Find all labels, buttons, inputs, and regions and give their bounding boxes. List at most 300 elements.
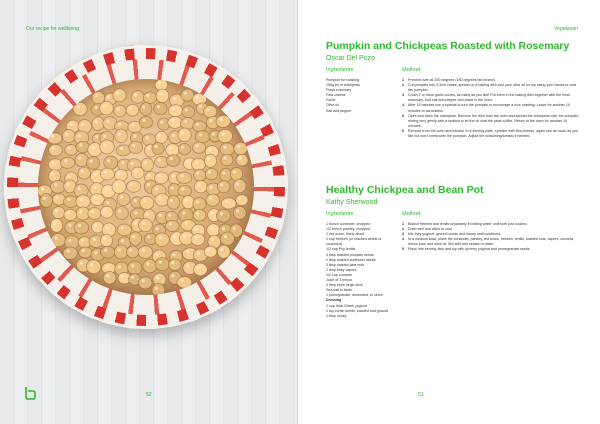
chickpea-highlight xyxy=(132,144,135,147)
chickpea-highlight xyxy=(103,209,106,212)
chickpea-highlight xyxy=(134,93,137,96)
chickpea-highlight xyxy=(105,265,108,268)
chickpea-highlight xyxy=(80,262,83,265)
chickpea xyxy=(206,194,219,206)
chickpea xyxy=(128,261,142,275)
chickpea-highlight xyxy=(208,170,211,173)
chickpea xyxy=(138,277,152,289)
ingredient-item: 1 cup thick Greek yoghurt xyxy=(326,303,367,308)
chickpea xyxy=(101,206,114,218)
ingredient-item: Salt and pepper xyxy=(326,108,352,113)
chickpea-highlight xyxy=(67,198,70,201)
chickpea-highlight xyxy=(147,174,150,177)
step-number: 3 xyxy=(402,232,404,237)
chickpea-highlight xyxy=(55,237,58,240)
chickpea-highlight xyxy=(67,146,70,149)
chickpea xyxy=(140,103,152,116)
chickpea xyxy=(220,143,234,155)
chickpea-highlight xyxy=(222,227,225,230)
chickpea-highlight xyxy=(121,226,124,229)
chickpea-highlight xyxy=(172,134,175,137)
chickpea xyxy=(100,246,115,258)
chickpea xyxy=(100,234,112,247)
chickpea xyxy=(177,172,192,183)
chickpea-highlight xyxy=(225,200,228,203)
chickpea-highlight xyxy=(156,227,159,230)
method-step xyxy=(402,237,580,247)
chickpea-highlight xyxy=(79,143,82,146)
ingredient-item: Juice of 1 lemon xyxy=(326,278,353,283)
chickpea xyxy=(90,194,104,206)
chickpea-highlight xyxy=(66,183,69,186)
chickpea-highlight xyxy=(159,214,162,217)
chickpea-highlight xyxy=(172,107,175,110)
chickpea xyxy=(117,193,130,206)
chickpea-highlight xyxy=(117,248,120,251)
recipe-author: Oscar Del Pozo xyxy=(326,55,376,62)
chickpea-highlight xyxy=(82,249,85,252)
step-number: 4 xyxy=(402,237,404,242)
step-text: Remove from the oven and transfer to a serving plate, sprinkle with feta cheese, again use as much as you like but don't overpower the pumpkin. Adjust the seasoning/tomato if needed. xyxy=(408,128,578,139)
ingredient-item: 2 tbsp toasted sunflower seeds xyxy=(326,257,376,262)
chickpea xyxy=(48,159,62,171)
chickpea-highlight xyxy=(172,253,175,256)
chickpea-highlight xyxy=(207,248,210,251)
chickpea xyxy=(207,224,220,237)
chickpea-highlight xyxy=(168,214,171,217)
chickpea-highlight xyxy=(196,172,199,175)
chickpea xyxy=(143,92,156,104)
chickpea-highlight xyxy=(147,235,150,238)
chickpea xyxy=(115,129,127,143)
chickpea-highlight xyxy=(94,251,97,254)
recipe-title: Healthy Chickpea and Bean Pot xyxy=(326,184,484,196)
method-list xyxy=(402,78,580,139)
chickpea xyxy=(182,196,194,209)
chickpea xyxy=(192,142,205,153)
chickpea-highlight xyxy=(90,159,93,162)
step-text: In a medium bowl, place the coriander, parsley, red onion, freekeh, lentils, toasted nuts, capers, currants, lemon juice and olive oil. Mix well and season to taste. xyxy=(408,237,575,247)
chickpea xyxy=(50,181,65,194)
chickpea xyxy=(113,89,126,102)
chickpea-highlight xyxy=(195,144,198,147)
chickpea-highlight xyxy=(155,287,158,290)
chickpea-highlight xyxy=(51,172,54,175)
chickpea-highlight xyxy=(207,157,210,160)
chickpea-highlight xyxy=(142,105,145,108)
chickpea-highlight xyxy=(210,212,213,215)
chickpea-highlight xyxy=(67,211,70,214)
chickpea-highlight xyxy=(118,123,121,126)
chickpea-highlight xyxy=(134,169,137,172)
chickpea xyxy=(140,196,154,209)
chickpea xyxy=(217,181,230,193)
recipe-author: Kathy Sherwood xyxy=(326,199,378,206)
chickpea-highlight xyxy=(196,123,199,126)
chickpea xyxy=(178,128,191,142)
chickpea xyxy=(193,210,206,221)
chickpea xyxy=(193,198,206,211)
chickpea xyxy=(86,260,100,274)
chickpea-highlight xyxy=(159,260,162,263)
chickpea xyxy=(195,131,210,143)
chickpea-highlight xyxy=(196,200,199,203)
chickpea xyxy=(167,196,180,210)
chickpea-highlight xyxy=(197,266,200,269)
ingredient-item: 1/2 cup Puy lentils xyxy=(326,247,356,252)
chickpea-highlight xyxy=(156,276,159,279)
chickpea-highlight xyxy=(81,123,84,126)
chickpea xyxy=(221,154,233,166)
chickpea-highlight xyxy=(68,175,71,178)
chickpea-highlight xyxy=(65,132,68,135)
chickpea xyxy=(217,245,230,258)
chickpea xyxy=(220,232,234,245)
chickpea-highlight xyxy=(186,264,189,267)
chickpea-highlight xyxy=(209,196,212,199)
ingredient-item: Pumpkin for roasting xyxy=(326,78,359,82)
leaf-icon xyxy=(24,386,36,400)
step-text: After 15 minutes use a spatula to turn the pumpkin to encourage a nice roasting. Leave for another 10 minutes to caramelise. xyxy=(408,103,570,113)
chickpea-highlight xyxy=(158,81,161,84)
chickpea-highlight xyxy=(212,132,215,135)
chickpea-highlight xyxy=(93,238,96,241)
chickpea xyxy=(114,105,126,117)
chickpea-highlight xyxy=(51,135,54,138)
chickpea-highlight xyxy=(181,174,184,177)
chickpea-highlight xyxy=(158,134,161,137)
chickpea-highlight xyxy=(238,156,241,159)
chickpea-highlight xyxy=(115,183,118,186)
chickpea-highlight xyxy=(233,170,236,173)
ingredient-item: Sea salt to taste xyxy=(326,288,352,293)
chickpea-highlight xyxy=(130,183,133,186)
chickpea xyxy=(87,157,100,170)
chickpea xyxy=(205,168,217,180)
chickpea xyxy=(168,105,182,117)
chickpea-highlight xyxy=(90,263,93,266)
chickpea xyxy=(182,106,195,118)
step-number: 3 xyxy=(402,93,404,98)
chickpea xyxy=(205,154,217,167)
chickpea-highlight xyxy=(184,120,187,123)
chickpea xyxy=(204,106,217,118)
chickpea xyxy=(167,155,181,167)
ingredient-item: 1 tbsp honey xyxy=(326,313,347,318)
chickpea-highlight xyxy=(197,252,200,255)
chickpea xyxy=(126,180,140,192)
chickpea-highlight xyxy=(196,212,199,215)
step-text: Place into serving dish and top with yummy yoghurt and pomegranate seeds. xyxy=(408,247,531,252)
chickpea xyxy=(155,233,169,246)
chickpea xyxy=(73,102,87,115)
chickpea-highlight xyxy=(105,188,108,191)
chickpea-highlight xyxy=(103,143,106,146)
chickpea-highlight xyxy=(181,187,184,190)
ingredient-item: Fresh rosemary xyxy=(326,88,352,93)
chickpea-highlight xyxy=(173,235,176,238)
ingredient-item: Feta cheese xyxy=(326,93,346,98)
chickpea-highlight xyxy=(95,94,98,97)
chickpea-highlight xyxy=(171,261,174,264)
chickpea xyxy=(194,263,208,276)
chickpea-highlight xyxy=(116,107,119,110)
chickpea-highlight xyxy=(53,222,56,225)
step-number: 6 xyxy=(402,128,404,133)
method-heading: Method xyxy=(402,211,421,217)
chickpea-highlight xyxy=(159,196,162,199)
chickpea xyxy=(76,195,90,208)
chickpea-highlight xyxy=(186,250,189,253)
method-step xyxy=(402,114,580,129)
chickpea-highlight xyxy=(77,105,80,108)
chickpea-highlight xyxy=(91,146,94,149)
chickpea xyxy=(233,206,246,219)
method-step xyxy=(402,83,580,93)
step-number: 2 xyxy=(402,227,404,232)
chickpea-highlight xyxy=(154,145,157,148)
chickpea-highlight xyxy=(103,135,106,138)
chickpea-highlight xyxy=(94,173,97,176)
chickpea-highlight xyxy=(185,199,188,202)
chickpea xyxy=(139,218,153,231)
chickpea-highlight xyxy=(129,107,132,110)
chickpea xyxy=(74,221,89,234)
ingredient-item: 3 tbsp extra virgin olive xyxy=(326,283,363,288)
chickpea-highlight xyxy=(78,156,81,159)
chickpea xyxy=(131,91,144,103)
chickpea-highlight xyxy=(121,239,124,242)
chickpea-highlight xyxy=(224,235,227,238)
chickpea-highlight xyxy=(78,187,81,190)
chickpea-highlight xyxy=(196,96,199,99)
chickpea-highlight xyxy=(55,196,58,199)
chickpea-highlight xyxy=(95,135,98,138)
chickpea-highlight xyxy=(238,196,241,199)
chickpea-highlight xyxy=(181,131,184,134)
chickpea-highlight xyxy=(211,238,214,241)
chickpea xyxy=(138,246,153,259)
method-step xyxy=(402,93,580,103)
chickpea xyxy=(178,185,192,196)
chickpea-highlight xyxy=(67,250,70,253)
chickpea-highlight xyxy=(144,161,147,164)
chickpea xyxy=(117,224,131,236)
chickpea-highlight xyxy=(68,239,71,242)
chickpeas-texture xyxy=(38,79,254,295)
chickpea xyxy=(155,172,169,184)
chickpea xyxy=(152,142,164,154)
chickpea-highlight xyxy=(94,196,97,199)
chickpea-highlight xyxy=(78,224,81,227)
chickpea xyxy=(100,101,114,114)
chickpea-highlight xyxy=(171,119,174,122)
left-page-photo xyxy=(0,0,298,424)
chickpea-highlight xyxy=(233,227,236,230)
chickpea xyxy=(139,116,153,128)
chickpea-highlight xyxy=(184,92,187,95)
chickpea-highlight xyxy=(195,227,198,230)
chickpea-highlight xyxy=(220,118,223,121)
chickpea-highlight xyxy=(172,174,175,177)
chickpea-highlight xyxy=(222,171,225,174)
chickpea xyxy=(52,207,65,219)
chickpea-highlight xyxy=(121,275,124,278)
chickpea xyxy=(216,115,230,127)
chickpea-highlight xyxy=(146,136,149,139)
step-text: Crush 2 or more garlic cloves, as many as you like! Put them in the baking dish together with the fresh rosemary. Add salt and pepper and place in the oven. xyxy=(408,93,571,103)
chickpea-highlight xyxy=(169,146,172,149)
chickpea-highlight xyxy=(236,182,239,185)
chickpea xyxy=(129,141,143,153)
chickpea-highlight xyxy=(158,174,161,177)
chickpea-highlight xyxy=(186,160,189,163)
chickpea-highlight xyxy=(55,209,58,212)
chickpea-highlight xyxy=(197,183,200,186)
chickpea-highlight xyxy=(182,211,185,214)
ingredient-item: 3 tbsp toasted pine nuts xyxy=(326,262,365,267)
chickpea-highlight xyxy=(118,132,121,135)
chickpea-highlight xyxy=(142,119,145,122)
chickpea-highlight xyxy=(134,221,137,224)
chickpea xyxy=(92,117,104,131)
chickpea-highlight xyxy=(209,119,212,122)
chickpea-highlight xyxy=(147,183,150,186)
chickpea-highlight xyxy=(79,210,82,213)
chickpea-highlight xyxy=(220,248,223,251)
chickpea-highlight xyxy=(223,146,226,149)
chickpea-highlight xyxy=(106,201,109,204)
step-text: Mix they yoghurt, ground cumin and honey until combined. xyxy=(408,232,502,237)
chickpea-highlight xyxy=(146,94,149,97)
chickpea-highlight xyxy=(91,210,94,213)
chickpea-highlight xyxy=(169,222,172,225)
chickpea-highlight xyxy=(106,120,109,123)
chickpea-highlight xyxy=(95,106,98,109)
chickpea xyxy=(126,246,138,258)
chickpea-highlight xyxy=(52,161,55,164)
chickpea-highlight xyxy=(220,212,223,215)
chickpea-highlight xyxy=(121,161,124,164)
chickpea xyxy=(114,245,128,259)
chickpea-highlight xyxy=(81,169,84,172)
chickpea-highlight xyxy=(181,146,184,149)
chickpea-highlight xyxy=(147,147,150,150)
chickpea-highlight xyxy=(104,170,107,173)
chickpea-highlight xyxy=(142,249,145,252)
chickpea-highlight xyxy=(120,196,123,199)
chickpea-highlight xyxy=(120,147,123,150)
ingredient-item: 1 tsp cumin seeds, toasted and ground xyxy=(326,308,388,313)
step-text: Blanch freekeh and lentils separately in boiling water until both just cooked. xyxy=(408,222,528,226)
chickpea-highlight xyxy=(183,235,186,238)
step-number: 2 xyxy=(402,83,404,88)
chickpea-highlight xyxy=(107,159,110,162)
chickpea-highlight xyxy=(131,264,134,267)
ingredients-heading: Ingredients xyxy=(326,67,354,73)
chickpea-highlight xyxy=(195,161,198,164)
chickpea-highlight xyxy=(103,237,106,240)
chickpea-highlight xyxy=(222,132,225,135)
method-step xyxy=(402,103,580,113)
chickpea xyxy=(126,104,139,116)
step-number: 5 xyxy=(402,247,404,252)
chickpea xyxy=(63,247,77,260)
chickpea xyxy=(166,220,180,231)
page-number-left: 52 xyxy=(146,392,152,398)
chickpea xyxy=(168,116,182,128)
chickpea-highlight xyxy=(134,199,137,202)
chickpea-highlight xyxy=(173,97,176,100)
chickpea-highlight xyxy=(94,120,97,123)
ingredient-item: 2 tbsp baby capers xyxy=(326,267,357,272)
chickpea xyxy=(115,206,128,219)
chickpea-highlight xyxy=(208,148,211,151)
chickpea xyxy=(50,219,62,233)
chickpea xyxy=(65,144,77,155)
chickpea-highlight xyxy=(236,209,239,212)
chickpea-highlight xyxy=(118,209,121,212)
ingredient-item: 250g tin of chickpeas xyxy=(326,83,360,88)
chickpea-highlight xyxy=(69,123,72,126)
chickpea xyxy=(112,180,126,194)
chickpea-highlight xyxy=(133,135,136,138)
chickpea-highlight xyxy=(104,248,107,251)
chickpea-highlight xyxy=(210,185,213,188)
chickpea-highlight xyxy=(142,221,145,224)
step-text: Cut pumpkin into 2-3cm cubes, spread on a baking dish and pour olive oil on top using your hands to coat the pumpkin. xyxy=(408,83,577,93)
chickpea-highlight xyxy=(107,95,110,98)
chickpea-highlight xyxy=(156,253,159,256)
chickpea xyxy=(236,154,248,166)
chickpea xyxy=(236,195,248,206)
chickpea-highlight xyxy=(132,235,135,238)
chickpea xyxy=(60,157,74,168)
chickpea xyxy=(100,168,114,180)
chickpea-highlight xyxy=(118,265,121,268)
chickpea-highlight xyxy=(223,156,226,159)
ingredient-item: 1 bunch coriander, chopped xyxy=(326,222,371,226)
ingredients-list xyxy=(326,222,392,319)
chickpea-highlight xyxy=(142,279,145,282)
chickpea xyxy=(216,209,230,222)
chickpea xyxy=(178,143,190,154)
step-text: Open and drain the chickpeas. Remove the dish from the oven and spread the chickpeas over the pumpkin, mixing very gently with a spatula to let the oil coat the peas a little. Return to the oven for another 10 minutes. xyxy=(408,113,580,128)
chickpea xyxy=(88,208,101,220)
ingredient-item: Dressing xyxy=(326,298,342,303)
chickpea xyxy=(221,198,236,209)
chickpea-highlight xyxy=(146,212,149,215)
chickpea-highlight xyxy=(134,211,137,214)
chickpea xyxy=(129,232,141,245)
left-page-header: Our recipe for wellbeing xyxy=(26,26,79,32)
ingredient-item: 1 cup freekeh (or cracked wheat or couscous) xyxy=(326,237,382,247)
chickpea-highlight xyxy=(52,147,55,150)
ingredients-heading: Ingredients xyxy=(326,211,354,217)
chickpea xyxy=(78,167,90,179)
step-number: 1 xyxy=(402,78,404,82)
page-number-right: 53 xyxy=(418,392,424,398)
chickpea-highlight xyxy=(43,197,46,200)
chickpea-highlight xyxy=(181,279,184,282)
chickpea-highlight xyxy=(158,158,161,161)
method-heading: Method xyxy=(402,67,421,73)
chickpea xyxy=(155,131,167,143)
chickpea-highlight xyxy=(170,199,173,202)
chickpea-highlight xyxy=(220,183,223,186)
chickpea-highlight xyxy=(54,183,57,186)
chickpea xyxy=(143,260,157,273)
